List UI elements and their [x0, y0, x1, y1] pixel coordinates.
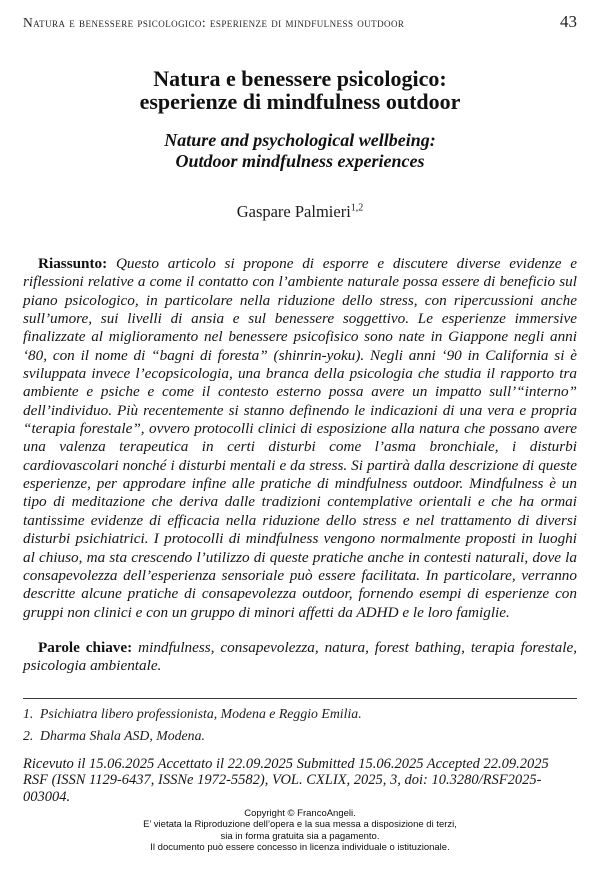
- running-header-title: Natura e benessere psicologico: esperienze di mindfulness outdoor: [23, 15, 405, 30]
- author-affiliation-refs: 1,2: [350, 202, 364, 214]
- article-title-line1: Natura e benessere psicologico:: [153, 66, 447, 91]
- running-header: [23, 12, 577, 32]
- footnote-divider: [23, 698, 577, 699]
- copyright-line4: Il documento può essere concesso in licenza individuale o istituzionale.: [150, 841, 450, 853]
- article-title-line2: esperienze di mindfulness outdoor: [139, 88, 461, 114]
- footnote-2-text: Dharma Shala ASD, Modena.: [40, 727, 205, 743]
- page-number: 43: [560, 12, 577, 31]
- submission-dates: Ricevuto il 15.06.2025 Accettato il 22.09.2025 Submitted 15.06.2025 Accepted 22.09.2025: [23, 755, 549, 772]
- article-title-en-line2: Outdoor mindfulness experiences: [175, 151, 425, 171]
- footnote-1-number: 1.: [23, 705, 34, 721]
- abstract-text: Questo articolo si propone di esporre e discutere diverse evidenze e riflessioni relative a come il contatto con l’ambiente naturale possa essere di beneficio sul piano psicologico, in particolare nella riduzione dello stress, con ripercussioni anche sull’umore, sui livelli di ansia e sul benessere soggettivo. Le esperienze immersive finalizzate al miglioramento nel benessere psicofisico sono nate in Giappone negli anni ‘80, con il nome di “bagni di foresta” (shinrin-yoku). Negli anni ‘90 in California si è sviluppata invece l’ecopsicologia, una branca della psicologia che studia il rapporto tra ambiente e psiche e come il contesto esterno possa avere un impatto sull’“interno” dell’individuo. Più recentemente si stanno definendo le indicazioni di una vera e propria “terapia forestale”, ovvero protocolli clinici di esposizione alla natura che possano avere una valenza terapeutica in certi disturbi come l’asma bronchiale, i disturbi cardiovascolari nonché i disturbi mentali e da stress. Si partirà dalla descrizione di queste esperienze, per approdare infine alle pratiche di mindfulness outdoor. Mindfulness è un tipo di meditazione che deriva dalle tradizioni contemplative orientali e che ha ormai tantissime evidenze di efficacia nella riduzione dello stress e nel trattamento di diversi disturbi psichiatrici. I protocolli di mindfulness vengono normalmente proposti in luoghi al chiuso, ma sta crescendo l’utilizzo di queste pratiche anche in contesti naturali, dove la consapevolezza dell’esperienza sensoriale può essere facilitata. In particolare, verranno descritte alcune pratiche di consapevolezza outdoor, fornendo esempi di esperienze con gruppi non clinici e con un gruppo di minori affetti da ADHD e le loro famiglie.: [23, 255, 578, 621]
- copyright-notice: [23, 808, 577, 853]
- submission-info: [23, 756, 577, 806]
- footnote-2-number: 2.: [23, 727, 34, 743]
- article-title-en-line1: Nature and psychological wellbeing:: [164, 130, 436, 150]
- footnote-1-text: Psichiatra libero professionista, Modena e Reggio Emilia.: [40, 705, 362, 721]
- author-name: Gaspare Palmieri: [236, 202, 351, 221]
- article-title-italian: [23, 68, 577, 113]
- journal-issue-doi: RSF (ISSN 1129-6437, ISSNe 1972-5582), VOL. CXLIX, 2025, 3, doi: 10.3280/RSF2025-003004.: [23, 772, 542, 805]
- keywords-paragraph: [23, 639, 577, 676]
- copyright-line1: Copyright © FrancoAngeli.: [244, 808, 356, 820]
- keywords-text: mindfulness, consapevolezza, natura, forest bathing, terapia forestale, psicologia ambientale.: [23, 638, 577, 675]
- abstract-label: Riassunto:: [38, 255, 108, 272]
- copyright-line3: sia in forma gratuita sia a pagamento.: [220, 830, 380, 842]
- keywords-label: Parole chiave:: [38, 638, 133, 656]
- copyright-line2: E’ vietata la Riproduzione dell’opera e la sua messa a disposizione di terzi,: [143, 819, 457, 831]
- article-title-english: [23, 130, 577, 172]
- footnote-2: [23, 728, 577, 743]
- author-line: [23, 202, 577, 222]
- abstract-paragraph: [23, 255, 577, 622]
- footnote-1: [23, 706, 577, 721]
